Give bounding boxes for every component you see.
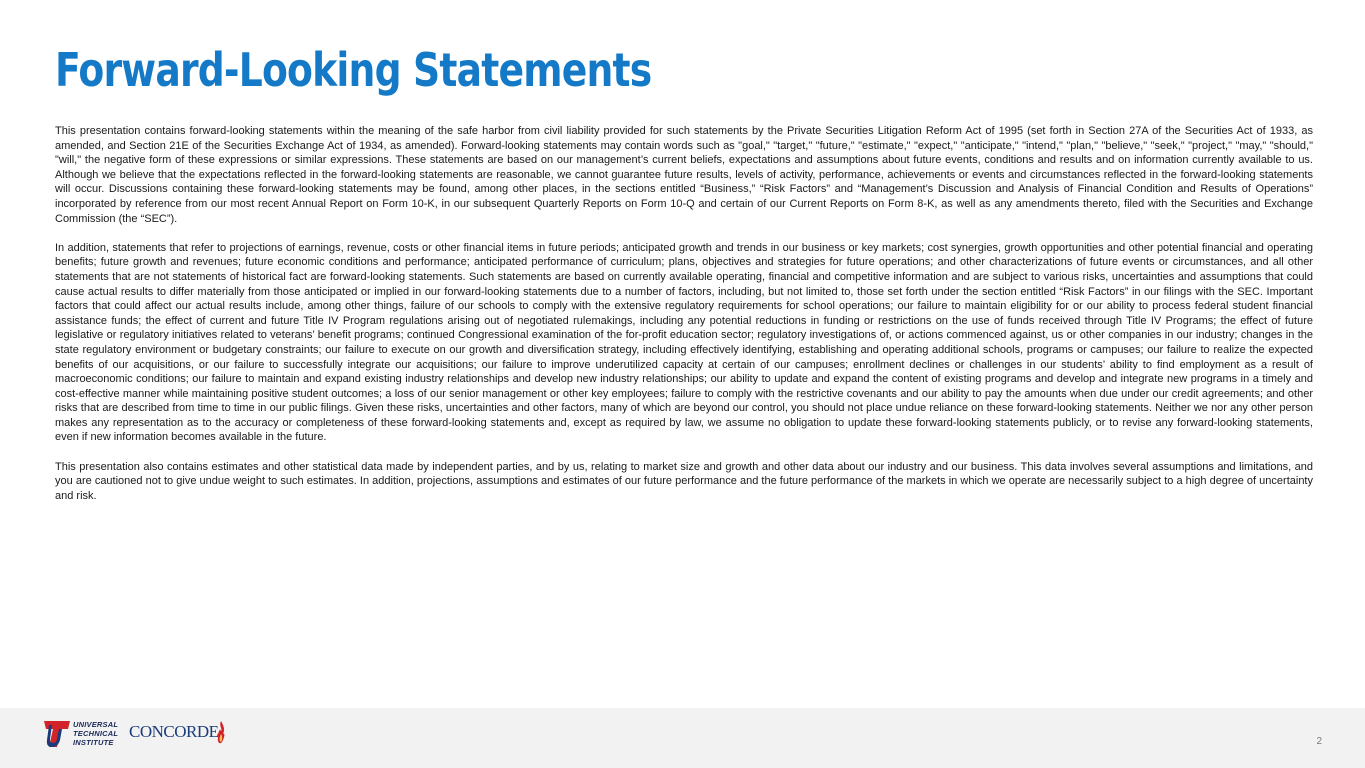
paragraph-risk-factors: In addition, statements that refer to projections of earnings, revenue, costs or other financial items in future periods; anticipated growth and trends in our business or key markets; cost synergies, growth opportunities and other potential financial and operating benefits; future growth and revenues; future economic conditions and performance; anticipated performance of curriculum; plans, objectives and strategies for future operations; and other characterizations of future events or circumstances, and all other statements that are not statements of historical fact are forward-looking statements. Such statements are based on currently available operating, financial and competitive information and are subject to various risks, uncertainties and assumptions that could cause actual results to differ materially from those anticipated or implied in our forward-looking statements due to a number of factors, including, but not limited to, those set forth under the section entitled “Risk Factors” in our filings with the SEC. Important factors that could affect our actual results include, among other things, failure of our schools to comply with the extensive regulatory requirements for school operations; our failure to maintain eligibility for or our ability to process federal student financial assistance funds; the effect of current and future Title IV Program regulations arising out of negotiated rulemakings, including any potential reductions in funding or restrictions on the use of funds received through Title IV Programs; the effect of future legislative or regulatory initiatives related to veterans’ benefit programs; continued Congressional examination of the for-profit education sector; regulatory investigations of, or actions commenced against, us or other companies in our industry; changes in the state regulatory environment or budgetary constraints; our failure to execute on our growth and diversification strategy, including effectively identifying, establishing and operating additional schools, programs or campuses; our failure to realize the expected benefits of our acquisitions, or our failure to successfully integrate our acquisitions; our failure to improve underutilized capacity at certain of our campuses; enrollment declines or challenges in our students’ ability to find employment as a result of macroeconomic conditions; our failure to maintain and expand existing industry relationships and develop new industry relationships; our ability to update and expand the content of existing programs and develop and integrate new programs in a timely and cost-effective manner while maintaining positive student outcomes; a loss of our senior management or other key employees; failure to comply with the restrictive covenants and our ability to pay the amounts when due under our credit agreements; and other risks that are described from time to time in our public filings. Given these risks, uncertainties and other factors, many of which are beyond our control, you should not place undue reliance on these forward-looking statements. Neither we nor any other person makes any representation as to the accuracy or completeness of these forward-looking statements and, except as required by law, we assume no obligation to update these forward-looking statements publicly, or to revise any forward-looking statements, even if new information becomes available in the future.	[55, 241, 1313, 444]
paragraph-estimates: This presentation also contains estimates and other statistical data made by independent parties, and by us, relating to market size and growth and other data about our industry and our business. This data involves several assumptions and limitations, and you are cautioned not to give undue weight to such estimates. In addition, projections, assumptions and estimates of our future performance and the future performance of the markets in which we operate are necessarily subject to a high degree of uncertainty and risk.	[55, 460, 1313, 502]
concorde-logo: CONCORDE	[129, 722, 219, 741]
page-title: Forward-Looking Statements	[55, 43, 652, 97]
disclaimer-body	[55, 124, 1313, 518]
flame-icon	[216, 720, 226, 746]
page-number: 2	[1316, 736, 1322, 747]
uti-logo-wordmark: UNIVERSAL TECHNICAL INSTITUTE	[73, 720, 119, 747]
paragraph-safe-harbor: This presentation contains forward-looking statements within the meaning of the safe harbor from civil liability provided for such statements by the Private Securities Litigation Reform Act of 1995 (set forth in Section 27A of the Securities Act of 1933, as amended, and Section 21E of the Securities Exchange Act of 1934, as amended). Forward-looking statements may contain words such as "goal," "target," "future," "estimate," "expect," "anticipate," "intend," "plan," "believe," "seek," "project," "may," "should," "will," the negative form of these expressions or similar expressions. These statements are based on our management’s current beliefs, expectations and assumptions about future events, conditions and results and on information currently available to us. Although we believe that the expectations reflected in the forward-looking statements are reasonable, we cannot guarantee future results, levels of activity, performance, achievements or events and circumstances reflected in the forward-looking statements will occur. Discussions containing these forward-looking statements may be found, among other places, in the sections entitled “Business,” “Risk Factors” and “Management’s Discussion and Analysis of Financial Condition and Results of Operations” incorporated by reference from our most recent Annual Report on Form 10-K, in our subsequent Quarterly Reports on Form 10-Q and certain of our Current Reports on Form 8-K, as well as any amendments thereto, filed with the Securities and Exchange Commission (the “SEC”).	[55, 125, 1313, 225]
